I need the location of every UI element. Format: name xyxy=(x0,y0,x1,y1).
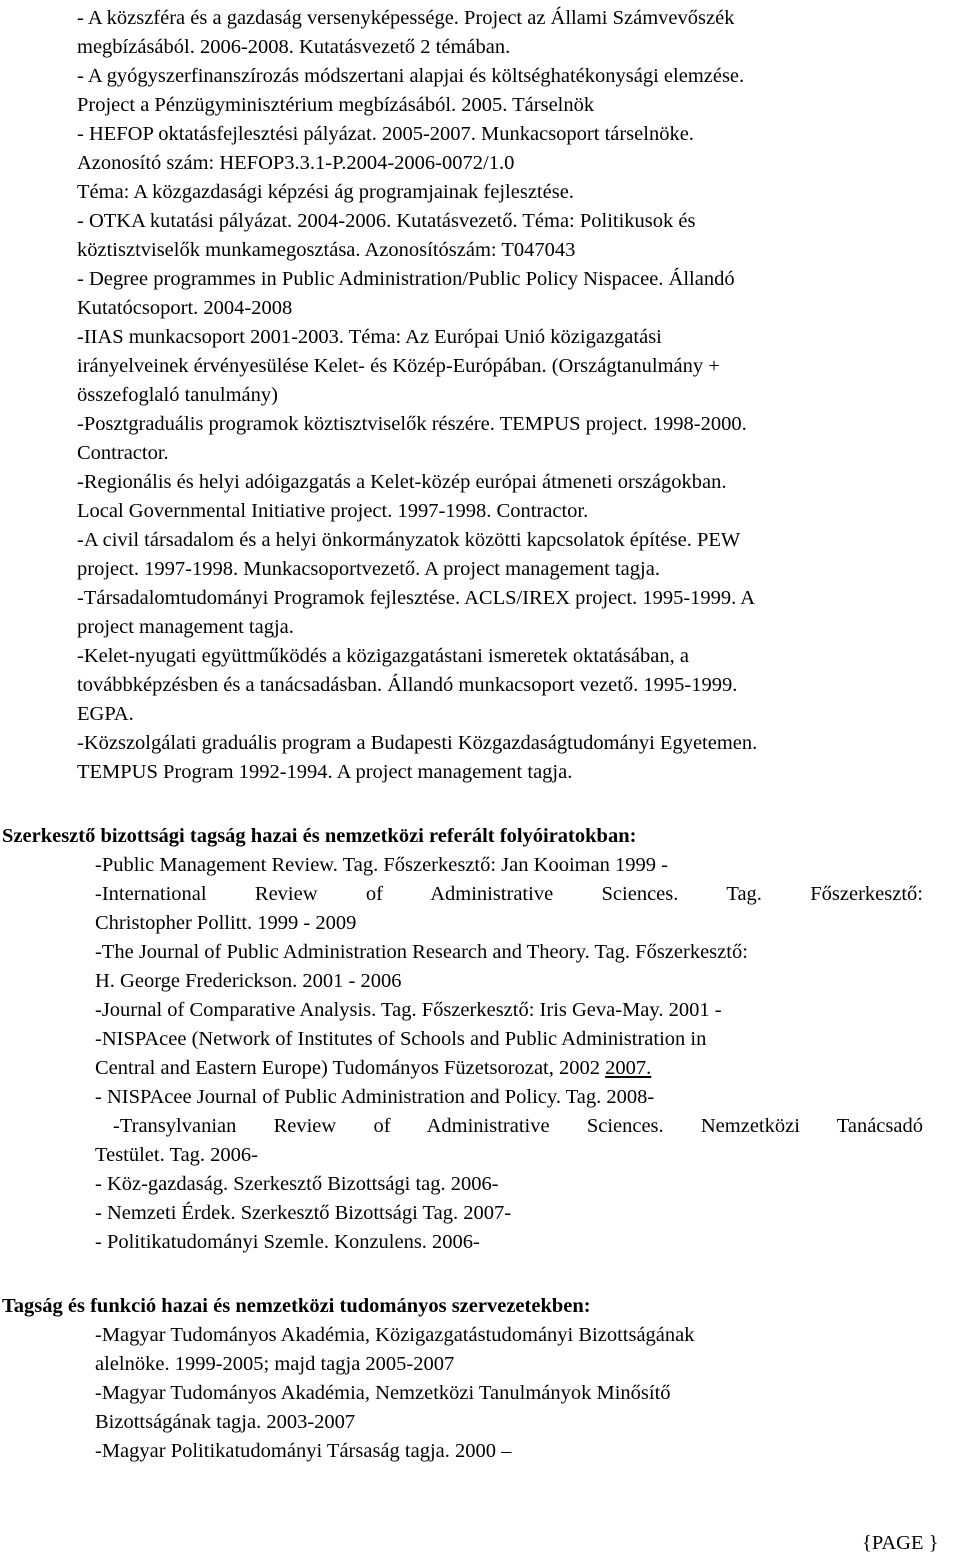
project-line: -Posztgraduális programok köztisztviselők részére. TEMPUS project. 1998-2000. xyxy=(77,413,747,435)
project-line: Contractor. xyxy=(77,442,169,464)
project-line: TEMPUS Program 1992-1994. A project management tagja. xyxy=(77,761,573,783)
project-line: összefoglaló tanulmány) xyxy=(77,384,278,406)
page-number-field: {PAGE } xyxy=(862,1532,939,1554)
project-line: EGPA. xyxy=(77,703,134,725)
project-line: - HEFOP oktatásfejlesztési pályázat. 2005-2007. Munkacsoport társelnöke. xyxy=(77,123,694,145)
project-line: - OTKA kutatási pályázat. 2004-2006. Kutatásvezető. Téma: Politikusok és xyxy=(77,210,696,232)
project-line: -IIAS munkacsoport 2001-2003. Téma: Az Európai Unió közigazgatási xyxy=(77,326,662,348)
project-line: megbízásából. 2006-2008. Kutatásvezető 2 témában. xyxy=(77,36,511,58)
project-line: -Közszolgálati graduális program a Budapesti Közgazdaságtudományi Egyetemen. xyxy=(77,732,758,754)
project-line: Téma: A közgazdasági képzési ág programjainak fejlesztése. xyxy=(77,181,574,203)
project-line: project management tagja. xyxy=(77,616,294,638)
membership-line: -Magyar Tudományos Akadémia, Közigazgatástudományi Bizottságának xyxy=(95,1324,695,1346)
editorial-line: Testület. Tag. 2006- xyxy=(95,1144,258,1166)
editorial-line: -Public Management Review. Tag. Főszerkesztő: Jan Kooiman 1999 - xyxy=(95,854,669,876)
project-line: Azonosító szám: HEFOP3.3.1-P.2004-2006-0072/1.0 xyxy=(77,152,515,174)
editorial-line-text: Central and Eastern Europe) Tudományos Füzetsorozat, 2002 xyxy=(95,1057,606,1079)
editorial-line: -Transylvanian Review of Administrative Sciences. Nemzetközi Tanácsadó xyxy=(113,1115,923,1137)
editorial-line: - Nemzeti Érdek. Szerkesztő Bizottsági Tag. 2007- xyxy=(95,1202,512,1224)
project-line: -Társadalomtudományi Programok fejlesztése. ACLS/IREX project. 1995-1999. A xyxy=(77,587,756,609)
membership-heading: Tagság és funkció hazai és nemzetközi tudományos szervezetekben: xyxy=(2,1295,591,1317)
editorial-line: -International Review of Administrative Sciences. Tag. Főszerkesztő: xyxy=(95,883,923,905)
project-line: - A gyógyszerfinanszírozás módszertani alapjai és költséghatékonysági elemzése. xyxy=(77,65,745,87)
project-line: köztisztviselők munkamegosztása. Azonosítószám: T047043 xyxy=(77,239,576,261)
editorial-line xyxy=(95,1054,651,1083)
editorial-line: -Journal of Comparative Analysis. Tag. Főszerkesztő: Iris Geva-May. 2001 - xyxy=(95,999,722,1021)
project-line: - A közszféra és a gazdaság versenyképessége. Project az Állami Számvevőszék xyxy=(77,7,735,29)
editorial-line: - Politikatudományi Szemle. Konzulens. 2006- xyxy=(95,1231,480,1253)
membership-line: Bizottságának tagja. 2003-2007 xyxy=(95,1411,356,1433)
editorial-heading: Szerkesztő bizottsági tagság hazai és nemzetközi referált folyóiratokban: xyxy=(2,825,637,847)
project-line: Local Governmental Initiative project. 1997-1998. Contractor. xyxy=(77,500,589,522)
editorial-line: H. George Frederickson. 2001 - 2006 xyxy=(95,970,402,992)
project-line: - Degree programmes in Public Administration/Public Policy Nispacee. Állandó xyxy=(77,268,735,290)
project-line: Project a Pénzügyminisztérium megbízásából. 2005. Társelnök xyxy=(77,94,595,116)
editorial-line-underlined: 2007. xyxy=(605,1057,652,1079)
project-line: -A civil társadalom és a helyi önkormányzatok közötti kapcsolatok építése. PEW xyxy=(77,529,741,551)
project-line: irányelveinek érvényesülése Kelet- és Közép-Európában. (Országtanulmány + xyxy=(77,355,720,377)
membership-line: -Magyar Politikatudományi Társaság tagja. 2000 – xyxy=(95,1440,512,1462)
project-line: Kutatócsoport. 2004-2008 xyxy=(77,297,293,319)
project-line: project. 1997-1998. Munkacsoportvezető. A project management tagja. xyxy=(77,558,660,580)
membership-line: -Magyar Tudományos Akadémia, Nemzetközi Tanulmányok Minősítő xyxy=(95,1382,671,1404)
editorial-line: - NISPAcee Journal of Public Administration and Policy. Tag. 2008- xyxy=(95,1086,655,1108)
editorial-line: -NISPAcee (Network of Institutes of Schools and Public Administration in xyxy=(95,1028,707,1050)
project-line: -Kelet-nyugati együttműködés a közigazgatástani ismeretek oktatásában, a xyxy=(77,645,689,667)
membership-line: alelnöke. 1999-2005; majd tagja 2005-2007 xyxy=(95,1353,455,1375)
project-line: -Regionális és helyi adóigazgatás a Kelet-közép európai átmeneti országokban. xyxy=(77,471,727,493)
editorial-line: - Köz-gazdaság. Szerkesztő Bizottsági tag. 2006- xyxy=(95,1173,499,1195)
editorial-line: Christopher Pollitt. 1999 - 2009 xyxy=(95,912,357,934)
editorial-line: -The Journal of Public Administration Research and Theory. Tag. Főszerkesztő: xyxy=(95,941,748,963)
project-line: továbbképzésben és a tanácsadásban. Állandó munkacsoport vezető. 1995-1999. xyxy=(77,674,738,696)
